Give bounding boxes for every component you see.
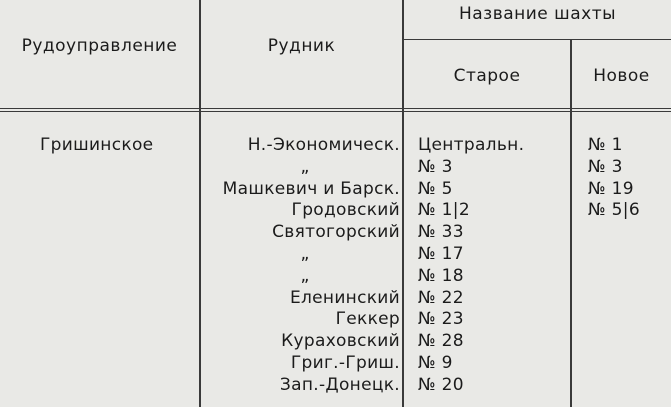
mine-name: „	[300, 244, 310, 264]
header-bottom-rule	[0, 108, 671, 112]
old-shaft-name: № 17	[418, 244, 464, 264]
header-mine: Рудник	[267, 36, 336, 56]
column-divider-3	[570, 40, 572, 407]
header-old: Старое	[453, 66, 521, 86]
mine-name: Святогорский	[272, 222, 400, 243]
mine-name: „	[300, 265, 310, 286]
old-shaft-name: № 20	[418, 374, 464, 395]
mine-name: Н.-Экономическ.	[247, 135, 400, 155]
header-subdivider	[404, 39, 671, 40]
old-shaft-name: № 3	[418, 156, 453, 177]
old-shaft-name: Центральн.	[418, 135, 525, 155]
old-shaft-name: № 33	[418, 222, 464, 243]
mine-name: Еленинский	[289, 287, 400, 308]
old-shaft-name: № 22	[418, 287, 464, 308]
new-shaft-name: № 3	[588, 156, 623, 177]
mine-name: Геккер	[335, 309, 400, 330]
header-department: Рудоуправление	[21, 36, 178, 56]
mine-name: Кураховский	[281, 331, 400, 352]
mine-name: Григ.-Гриш.	[290, 353, 400, 373]
new-shaft-name: № 19	[588, 178, 634, 199]
mine-name: Машкевич и Барск.	[222, 178, 400, 199]
mine-name: „	[300, 156, 310, 177]
column-divider-2	[402, 0, 404, 407]
old-shaft-name: № 23	[418, 309, 464, 330]
old-shaft-name: № 5	[418, 178, 453, 199]
header-shaft-name: Название шахты	[458, 4, 617, 24]
new-shaft-name: № 1	[588, 135, 623, 155]
new-shaft-name: № 5|6	[588, 200, 640, 221]
header-new: Новое	[593, 66, 650, 86]
old-shaft-name: № 1|2	[418, 200, 470, 221]
mine-name: Зап.-Донецк.	[279, 374, 400, 395]
old-shaft-name: № 18	[418, 265, 464, 286]
department-cell: Гришинское	[40, 135, 154, 155]
old-shaft-name: № 28	[418, 331, 464, 352]
mine-name: Гродовский	[291, 200, 400, 221]
old-shaft-name: № 9	[418, 353, 453, 373]
